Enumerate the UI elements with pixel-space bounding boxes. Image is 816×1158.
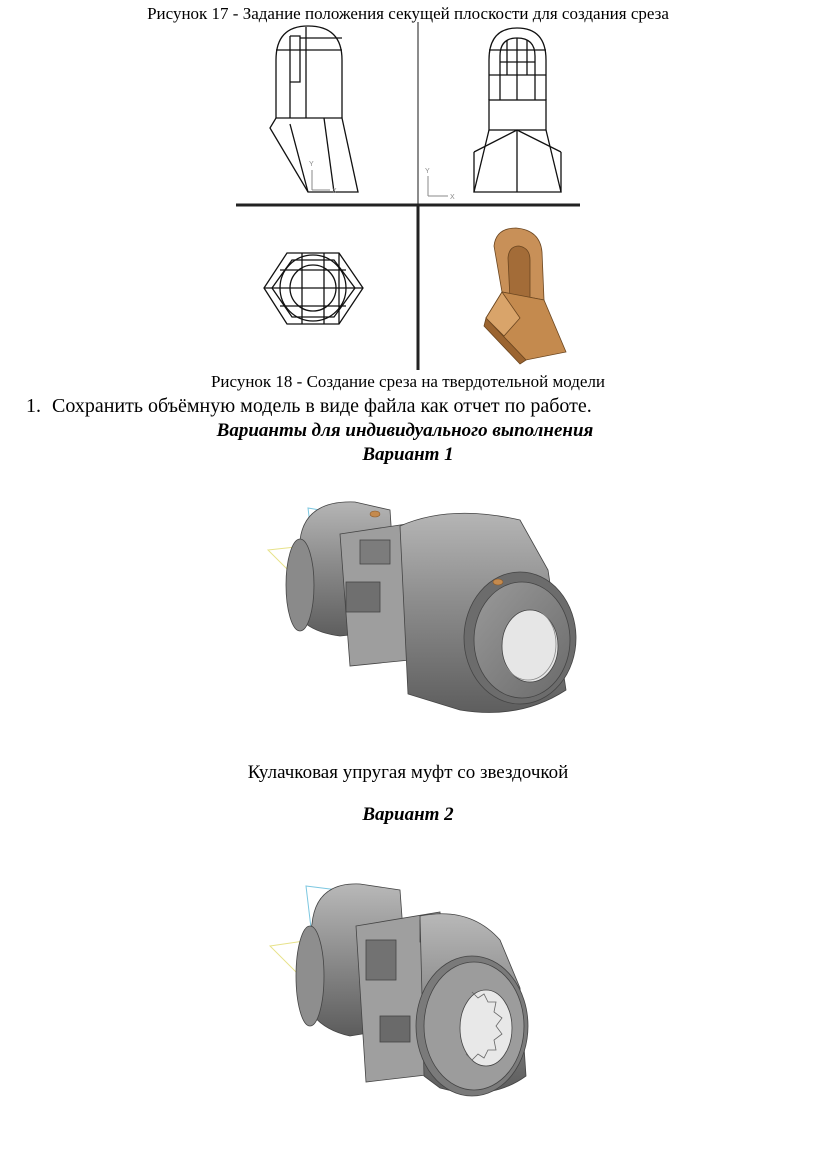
front-view-ucs-icon xyxy=(428,176,448,196)
figure-18-cad-views xyxy=(0,0,816,370)
variant-2-coupling-illustration xyxy=(0,876,816,1136)
variant-1-caption: Кулачковая упругая муфт со звездочкой xyxy=(247,762,569,783)
variant-1-heading: Вариант 1 xyxy=(362,444,454,465)
side-view-ucs-icon xyxy=(312,170,330,190)
sliced-solid-model xyxy=(484,228,566,364)
front-view-ucs-y: Y xyxy=(425,168,430,175)
list-item-number: 1. xyxy=(26,395,41,417)
side-view-ucs-y: Y xyxy=(309,161,314,168)
side-view-ucs-x: X xyxy=(332,188,337,195)
variants-heading-text: Варианты для индивидуального выполнения xyxy=(216,420,594,441)
figure-17-caption: Рисунок 17 - Задание положения секущей плоскости для создания среза xyxy=(147,4,669,23)
variants-heading xyxy=(0,420,816,442)
list-item-text: Сохранить объёмную модель в виде файла как отчет по работе. xyxy=(52,395,592,417)
side-view-drawing xyxy=(270,26,358,192)
right-hub xyxy=(400,513,576,712)
top-view-drawing xyxy=(264,253,363,324)
variant-2-heading: Вариант 2 xyxy=(362,804,454,825)
variant-1-coupling-illustration xyxy=(0,490,816,750)
right-hub xyxy=(416,914,528,1096)
list-item xyxy=(26,395,592,418)
figure-18-caption: Рисунок 18 - Создание среза на твердотельной модели xyxy=(210,372,606,391)
front-view-drawing xyxy=(474,28,561,192)
front-view-ucs-x: X xyxy=(450,194,455,201)
